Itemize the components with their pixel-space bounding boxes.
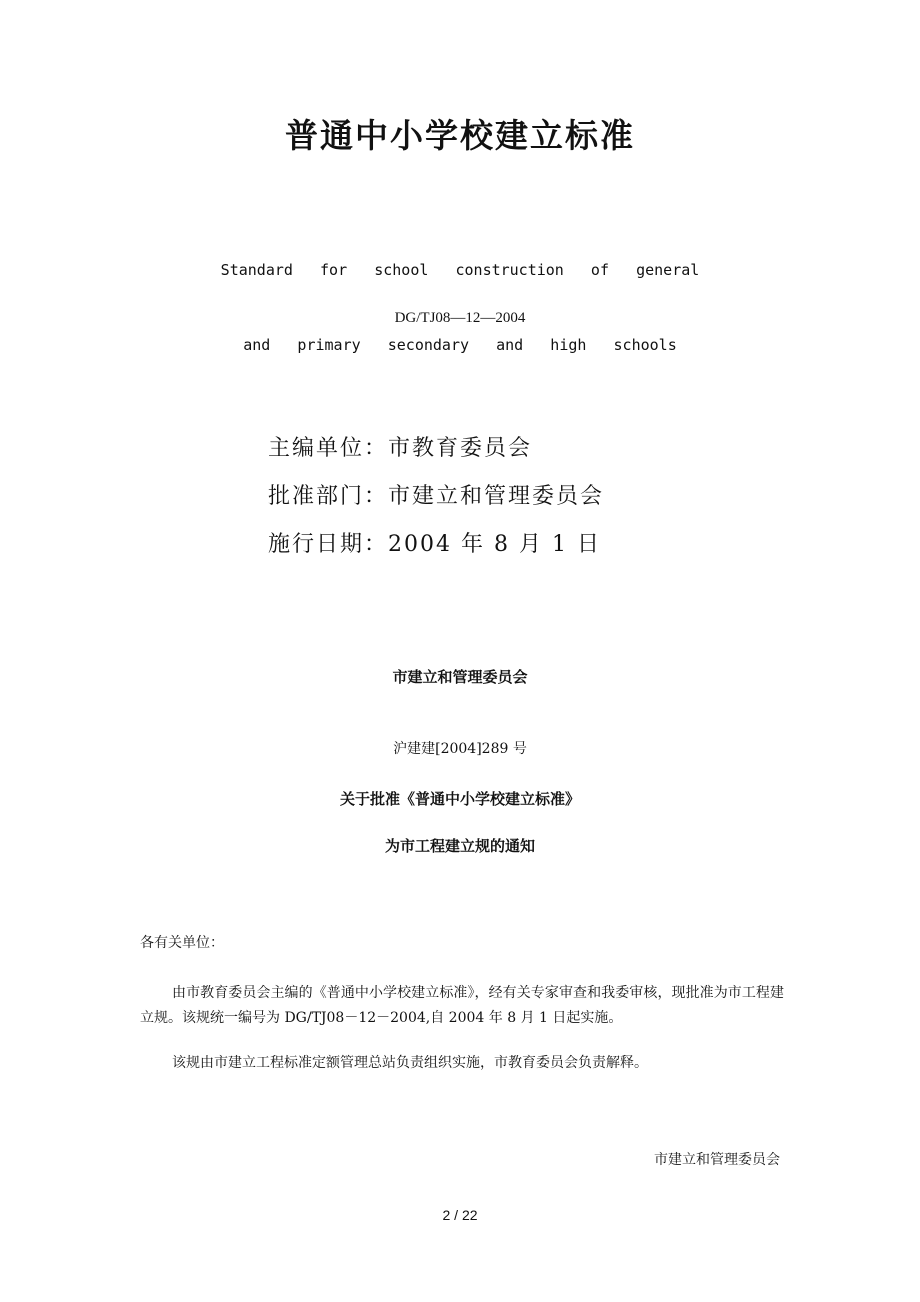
approval-department: 批准部门：市建立和管理委员会: [268, 484, 605, 509]
document-number: 沪建建[2004]289 号: [393, 741, 527, 757]
salutation: 各有关单位：: [140, 935, 224, 951]
english-title: [0, 208, 920, 383]
notice-title-line-2: 为市工程建立规的通知: [384, 837, 535, 855]
body-paragraph-1: 由市教育委员会主编的《普通中小学校建立标准》，经有关专家审查和我委审核，现批准为市工程建立规。该规统一编号为 DG/TJ08－12－2004,自 2004 年 8 月 1 日起实施。: [140, 985, 784, 1026]
editor-unit: 主编单位：市教育委员会: [268, 436, 533, 461]
standard-code: DG/TJ08—12—2004: [394, 310, 526, 326]
page-number: 2 / 22: [442, 1207, 478, 1223]
document-title: 普通中小学校建立标准: [285, 116, 635, 155]
notice-title-line-1: 关于批准《普通中小学校建立标准》: [339, 790, 580, 808]
signature: 市建立和管理委员会: [654, 1152, 780, 1168]
effective-date: 施行日期：2004 年 8 月 1 日: [268, 532, 601, 557]
english-title-line-1: Standard for school construction of general: [220, 261, 700, 279]
english-title-line-2: and primary secondary and high schools: [243, 336, 677, 354]
issuing-authority: 市建立和管理委员会: [392, 668, 528, 686]
body-paragraph-2: 该规由市建立工程标准定额管理总站负责组织实施，市教育委员会负责解释。: [172, 1055, 648, 1071]
